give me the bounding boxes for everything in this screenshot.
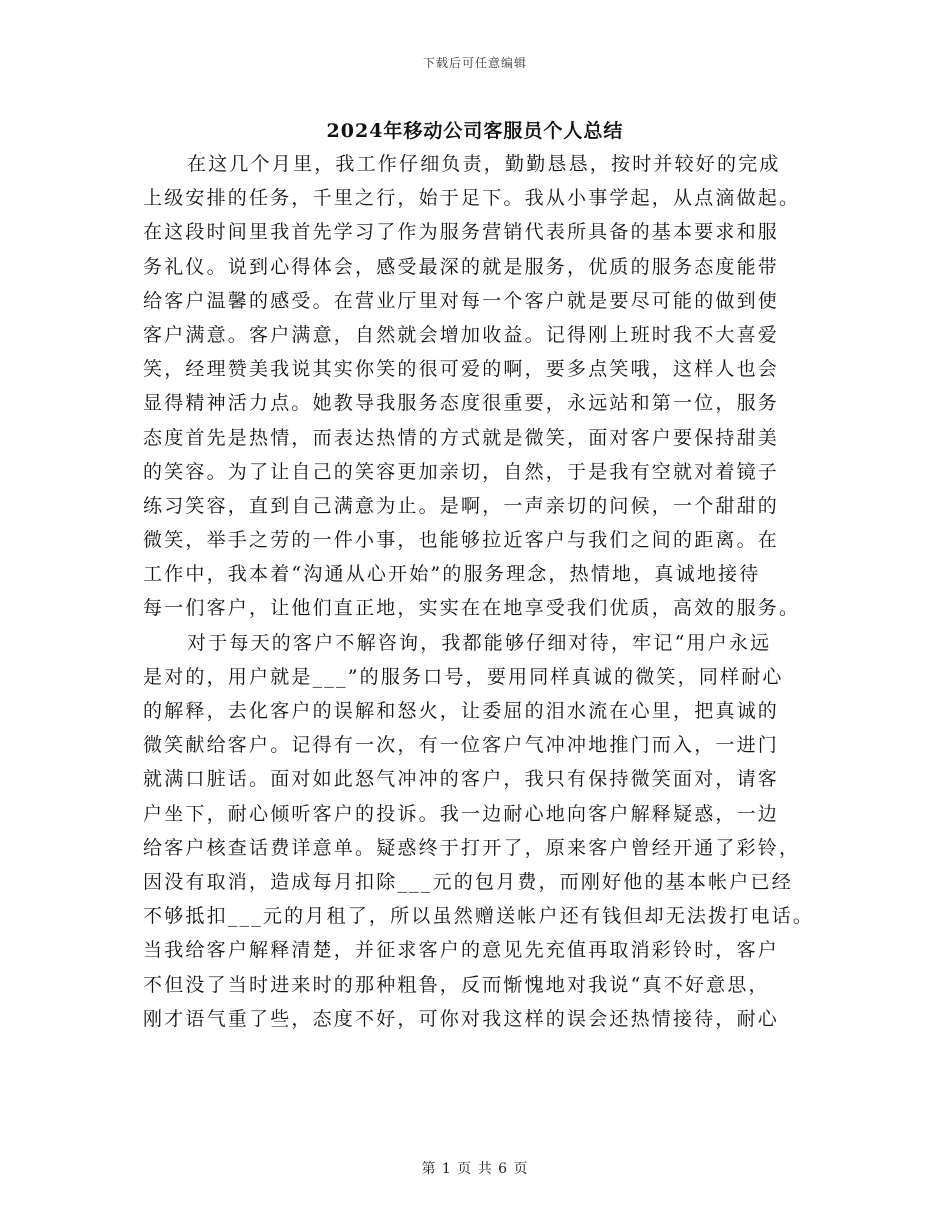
- paragraph-line: 因没有取消，造成每月扣除___元的包月费，而刚好他的基本帐户已经: [143, 870, 793, 893]
- paragraph-line: 练习笑容，直到自己满意为止。是啊，一声亲切的问候，一个甜甜的: [143, 494, 780, 517]
- paragraph-line: 态度首先是热情，而表达热情的方式就是微笑，面对客户要保持甜美: [143, 426, 780, 449]
- paragraph-line: 给客户温馨的感受。在营业厅里对每一个客户就是要尽可能的做到使: [143, 289, 780, 312]
- paragraph-line: 不但没了当时进来时的那种粗鲁，反而惭愧地对我说“真不好意思，: [143, 973, 770, 996]
- paragraph-line: 工作中，我本着“沟通从心开始”的服务理念，热情地，真诚地接待: [143, 563, 761, 586]
- document-body: [143, 147, 833, 1036]
- paragraph-line: 的解释，去化客户的误解和怒火，让委屈的泪水流在心里，把真诚的: [143, 700, 780, 722]
- paragraph-line: 微笑献给客户。记得有一次，有一位客户气冲冲地推门而入，一进门: [143, 734, 780, 757]
- paragraph-line: 每一们客户，让他们直正地，实实在在地享受我们优质，高效的服务。: [143, 597, 801, 620]
- paragraph-line: 在这几个月里，我工作仔细负责，勤勤恳恳，按时并较好的完成: [187, 153, 781, 175]
- paragraph-line: 就满口脏话。面对如此怒气冲冲的客户，我只有保持微笑面对，请客: [143, 768, 780, 791]
- document-title: 2024年移动公司客服员个人总结: [326, 120, 624, 142]
- paragraph-line: 在这段时间里我首先学习了作为服务营销代表所具备的基本要求和服: [143, 221, 780, 244]
- paragraph-line: 显得精神活力点。她教导我服务态度很重要，永远站和第一位，服务: [143, 392, 780, 415]
- paragraph-line: 对于每天的客户不解咨询，我都能够仔细对待，牢记“用户永远: [187, 631, 772, 654]
- paragraph-line: 务礼仪。说到心得体会，感受最深的就是服务，优质的服务态度能带: [143, 255, 780, 278]
- page-number: 第 1 页 共 6 页: [421, 1161, 529, 1177]
- paragraph-line: 的笑容。为了让自己的笑容更加亲切，自然，于是我有空就对着镜子: [143, 460, 780, 483]
- paragraph-line: 刚才语气重了些，态度不好，可你对我这样的误会还热情接待，耐心: [143, 1007, 780, 1030]
- paragraph-line: 笑，经理赞美我说其实你笑的很可爱的啊，要多点笑哦，这样人也会: [143, 358, 780, 381]
- paragraph-line: 给客户核查话费详意单。疑惑终于打开了，原来客户曾经开通了彩铃，: [143, 836, 801, 859]
- page-header-note: 下载后可任意编辑: [422, 56, 527, 70]
- paragraph-line: 户坐下，耐心倾听客户的投诉。我一边耐心地向客户解释疑惑，一边: [143, 802, 780, 825]
- paragraph-line: 微笑，举手之劳的一件小事，也能够拉近客户与我们之间的距离。在: [143, 529, 780, 552]
- paragraph-line: 上级安排的任务，千里之行，始于足下。我从小事学起，从点滴做起。: [143, 187, 801, 210]
- paragraph-line: 当我给客户解释清楚，并征求客户的意见先充值再取消彩铃时，客户: [143, 939, 780, 962]
- paragraph-line: 客户满意。客户满意，自然就会增加收益。记得刚上班时我不大喜爱: [143, 323, 780, 346]
- paragraph-line: 不够抵扣___元的月租了，所以虽然赠送帐户还有钱但却无法拨打电话。: [143, 905, 815, 928]
- paragraph-line: 是对的，用户就是___”的服务口号，要用同样真诚的微笑，同样耐心: [143, 665, 784, 688]
